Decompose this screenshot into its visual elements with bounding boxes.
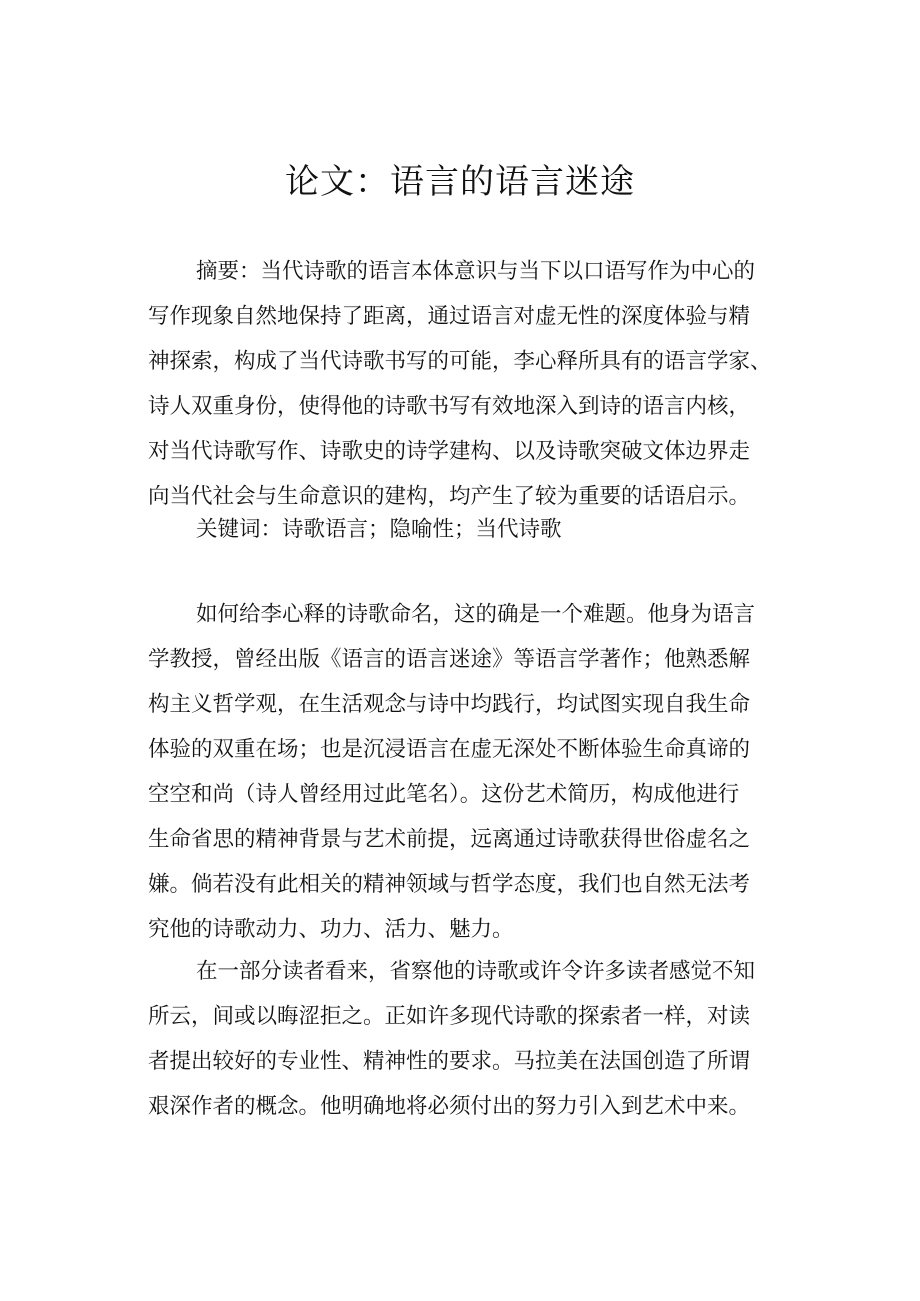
- body-paragraph-1-line: 学教授，曾经出版《语言的语言迷途》等语言学著作；他熟悉解: [148, 647, 751, 672]
- abstract-line: 向当代社会与生命意识的建构，均产生了较为重要的话语启示。: [148, 484, 751, 509]
- body-paragraph-1-line: 如何给李心释的诗歌命名，这的确是一个难题。他身为语言: [196, 602, 756, 627]
- abstract-line: 摘要：当代诗歌的语言本体意识与当下以口语写作为中心的: [196, 259, 756, 284]
- body-paragraph-1-line: 嫌。倘若没有此相关的精神领域与哲学态度，我们也自然无法考: [148, 872, 751, 897]
- body-paragraph-2-line: 所云，间或以晦涩拒之。正如许多现代诗歌的探索者一样，对读: [148, 1004, 751, 1029]
- abstract-line: 诗人双重身份，使得他的诗歌书写有效地深入到诗的语言内核，: [148, 394, 751, 419]
- body-paragraph-2-line: 艰深作者的概念。他明确地将必须付出的努力引入到艺术中来。: [148, 1094, 751, 1119]
- body-paragraph-1-line: 生命省思的精神背景与艺术前提，远离通过诗歌获得世俗虚名之: [148, 827, 751, 852]
- body-paragraph-2-line: 在一部分读者看来，省察他的诗歌或许令许多读者感觉不知: [196, 959, 756, 984]
- body-paragraph-1-line: 构主义哲学观，在生活观念与诗中均践行，均试图实现自我生命: [148, 692, 751, 717]
- body-paragraph-2-line: 者提出较好的专业性、精神性的要求。马拉美在法国创造了所谓: [148, 1049, 751, 1074]
- body-paragraph-1-line: 体验的双重在场；也是沉浸语言在虚无深处不断体验生命真谛的: [148, 737, 751, 762]
- abstract-line: 神探索，构成了当代诗歌书写的可能，李心释所具有的语言学家、: [148, 349, 772, 374]
- body-paragraph-1-line: 空空和尚（诗人曾经用过此笔名）。这份艺术简历，构成他进行: [148, 782, 740, 807]
- keywords-line: 关键词：诗歌语言；隐喻性；当代诗歌: [196, 517, 562, 542]
- body-paragraph-1-line: 究他的诗歌动力、功力、活力、魅力。: [148, 917, 514, 942]
- document-title: 论文：语言的语言迷途: [285, 162, 635, 202]
- abstract-line: 对当代诗歌写作、诗歌史的诗学建构、以及诗歌突破文体边界走: [148, 439, 751, 464]
- abstract-line: 写作现象自然地保持了距离，通过语言对虚无性的深度体验与精: [148, 304, 751, 329]
